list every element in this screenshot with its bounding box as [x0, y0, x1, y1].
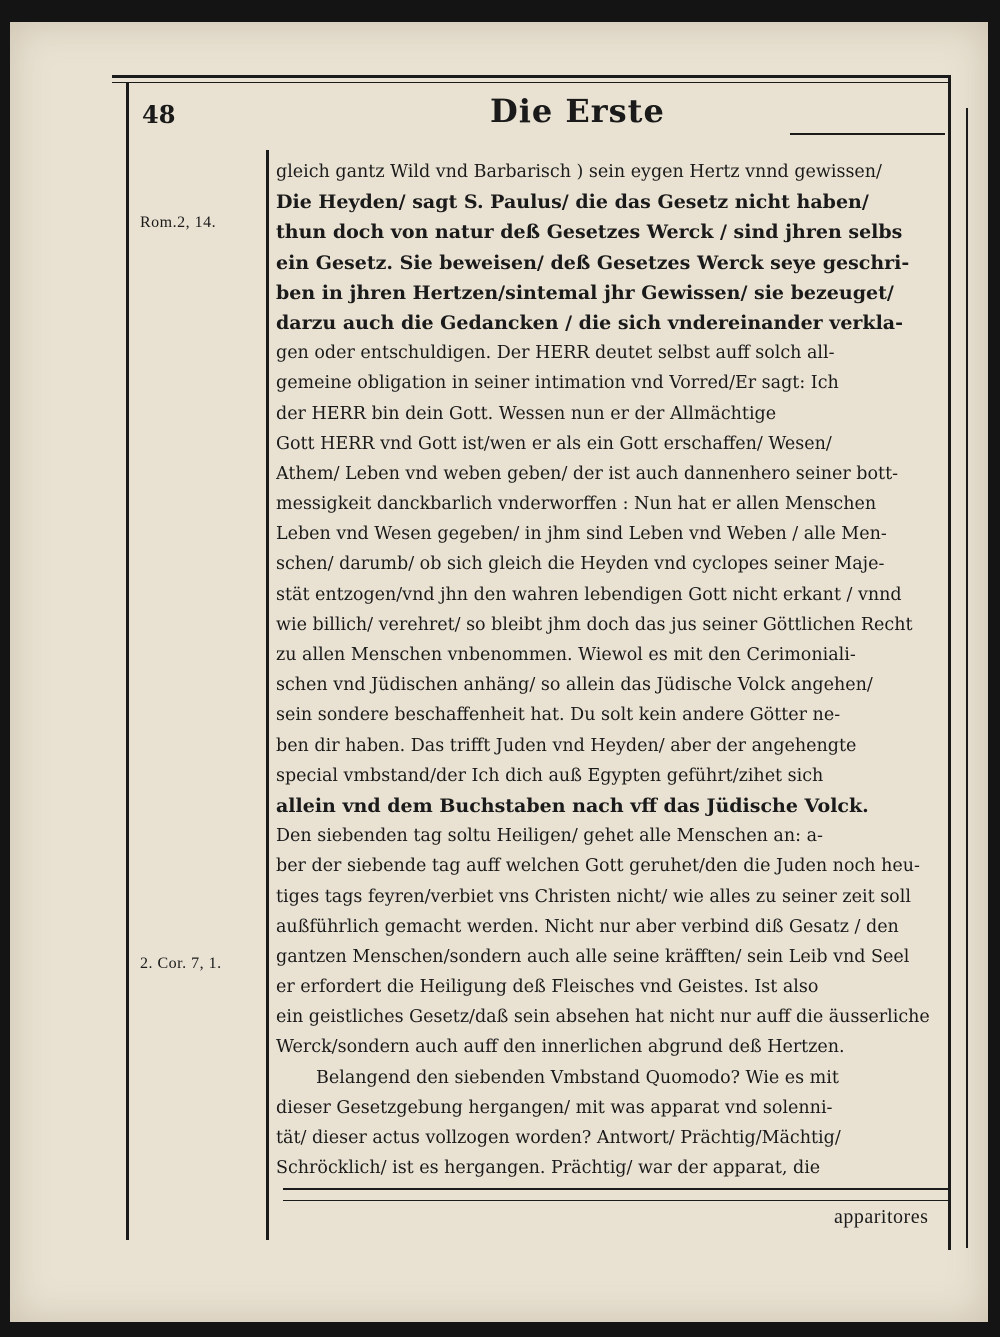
text-line: Gott HERR vnd Gott ist/wen er als ein Gott erschaffen/ Wesen/ — [276, 433, 832, 454]
text-line: special vmbstand/der Ich dich auß Egypten geführt/zihet sich — [276, 765, 824, 786]
text-line: ein geistliches Gesetz/daß sein absehen hat nicht nur auff die äusserliche — [276, 1007, 930, 1028]
header-rule — [790, 133, 945, 135]
margin-note-cor: 2. Cor. 7, 1. — [140, 955, 222, 972]
text-line: schen/ darumb/ ob sich gleich die Heyden vnd cyclopes seiner Maje- — [276, 554, 885, 575]
text-line: ber der siebende tag auff welchen Gott geruhet/den die Juden noch heu- — [276, 856, 920, 877]
text-line: ben dir haben. Das trifft Juden vnd Heyden/ aber der angehengte — [276, 735, 857, 756]
text-line: Schröcklich/ ist es hergangen. Prächtig/ war der apparat, die — [276, 1158, 821, 1179]
text-line: ein Gesetz. Sie beweisen/ deß Gesetzes Werck seye geschri- — [276, 251, 910, 274]
frame-rule-top — [112, 75, 950, 78]
frame-rule-top-inner — [112, 82, 950, 83]
text-line: Belangend den siebenden Vmbstand Quomodo? Wie es mit — [316, 1067, 839, 1088]
text-line: messigkeit danckbarlich vnderworffen : Nun hat er allen Menschen — [276, 494, 877, 515]
text-line: ben in jhren Hertzen/sintemal jhr Gewissen/ sie bezeuget/ — [276, 281, 894, 304]
text-line: gleich gantz Wild vnd Barbarisch ) sein eygen Hertz vnnd gewissen/ — [276, 162, 882, 182]
catchword: apparitores — [834, 1206, 929, 1228]
text-line: tät/ dieser actus vollzogen worden? Antwort/ Prächtig/Mächtig/ — [276, 1128, 841, 1148]
text-line: Athem/ Leben vnd weben geben/ der ist auch dannenhero seiner bott- — [276, 463, 899, 484]
text-line: allein vnd dem Buchstaben nach vff das Jüdische Volck. — [276, 794, 869, 817]
text-line: Leben vnd Wesen gegeben/ in jhm sind Leben vnd Weben / alle Men- — [276, 524, 887, 545]
margin-note-rom: Rom.2, 14. — [140, 214, 217, 231]
text-line: dieser Gesetzgebung hergangen/ mit was apparat vnd solenni- — [276, 1097, 833, 1118]
text-line: gen oder entschuldigen. Der HERR deutet selbst auff solch all- — [276, 343, 835, 364]
page-number: 48 — [142, 100, 176, 129]
text-line: thun doch von natur deß Gesetzes Werck / sind jhren selbs — [276, 221, 903, 244]
text-line: tiges tags feyren/verbiet vns Christen nicht/ wie alles zu seiner zeit soll — [276, 886, 911, 907]
running-head: Die Erste — [490, 92, 665, 130]
text-line: Werck/sondern auch auff den innerlichen abgrund deß Hertzen. — [276, 1037, 845, 1058]
text-line: der HERR bin dein Gott. Wessen nun er der Allmächtige — [276, 403, 777, 424]
text-line: darzu auch die Gedancken / die sich vndereinander verkla- — [276, 311, 903, 334]
text-line: Die Heyden/ sagt S. Paulus/ die das Gesetz nicht haben/ — [276, 191, 869, 214]
text-line: wie billich/ verehret/ so bleibt jhm doch das jus seiner Göttlichen Recht — [276, 614, 913, 635]
text-line: gemeine obligation in seiner intimation vnd Vorred/Er sagt: Ich — [276, 373, 839, 394]
margin-column-rule — [266, 150, 269, 1240]
text-line: Den siebenden tag soltu Heiligen/ gehet alle Menschen an: a- — [276, 826, 823, 847]
text-line: stät entzogen/vnd jhn den wahren lebendigen Gott nicht erkant / vnnd — [276, 584, 902, 605]
text-line: sein sondere beschaffenheit hat. Du solt kein andere Götter ne- — [276, 705, 841, 726]
text-line: er erfordert die Heiligung deß Fleisches vnd Geistes. Ist also — [276, 977, 819, 998]
text-line: schen vnd Jüdischen anhäng/ so allein das Jüdische Volck angehen/ — [276, 675, 873, 696]
text-line: außführlich gemacht werden. Nicht nur aber verbind diß Gesatz / den — [276, 916, 899, 937]
text-line: gantzen Menschen/sondern auch alle seine kräfften/ sein Leib vnd Seel — [276, 946, 910, 967]
text-line: zu allen Menschen vnbenommen. Wiewol es mit den Cerimoniali- — [276, 645, 856, 665]
body-text — [276, 157, 951, 1183]
footer-rule-inner — [283, 1200, 948, 1201]
footer-rule — [283, 1188, 948, 1190]
frame-rule-right-outer — [966, 108, 968, 1248]
frame-rule-left — [126, 82, 129, 1240]
